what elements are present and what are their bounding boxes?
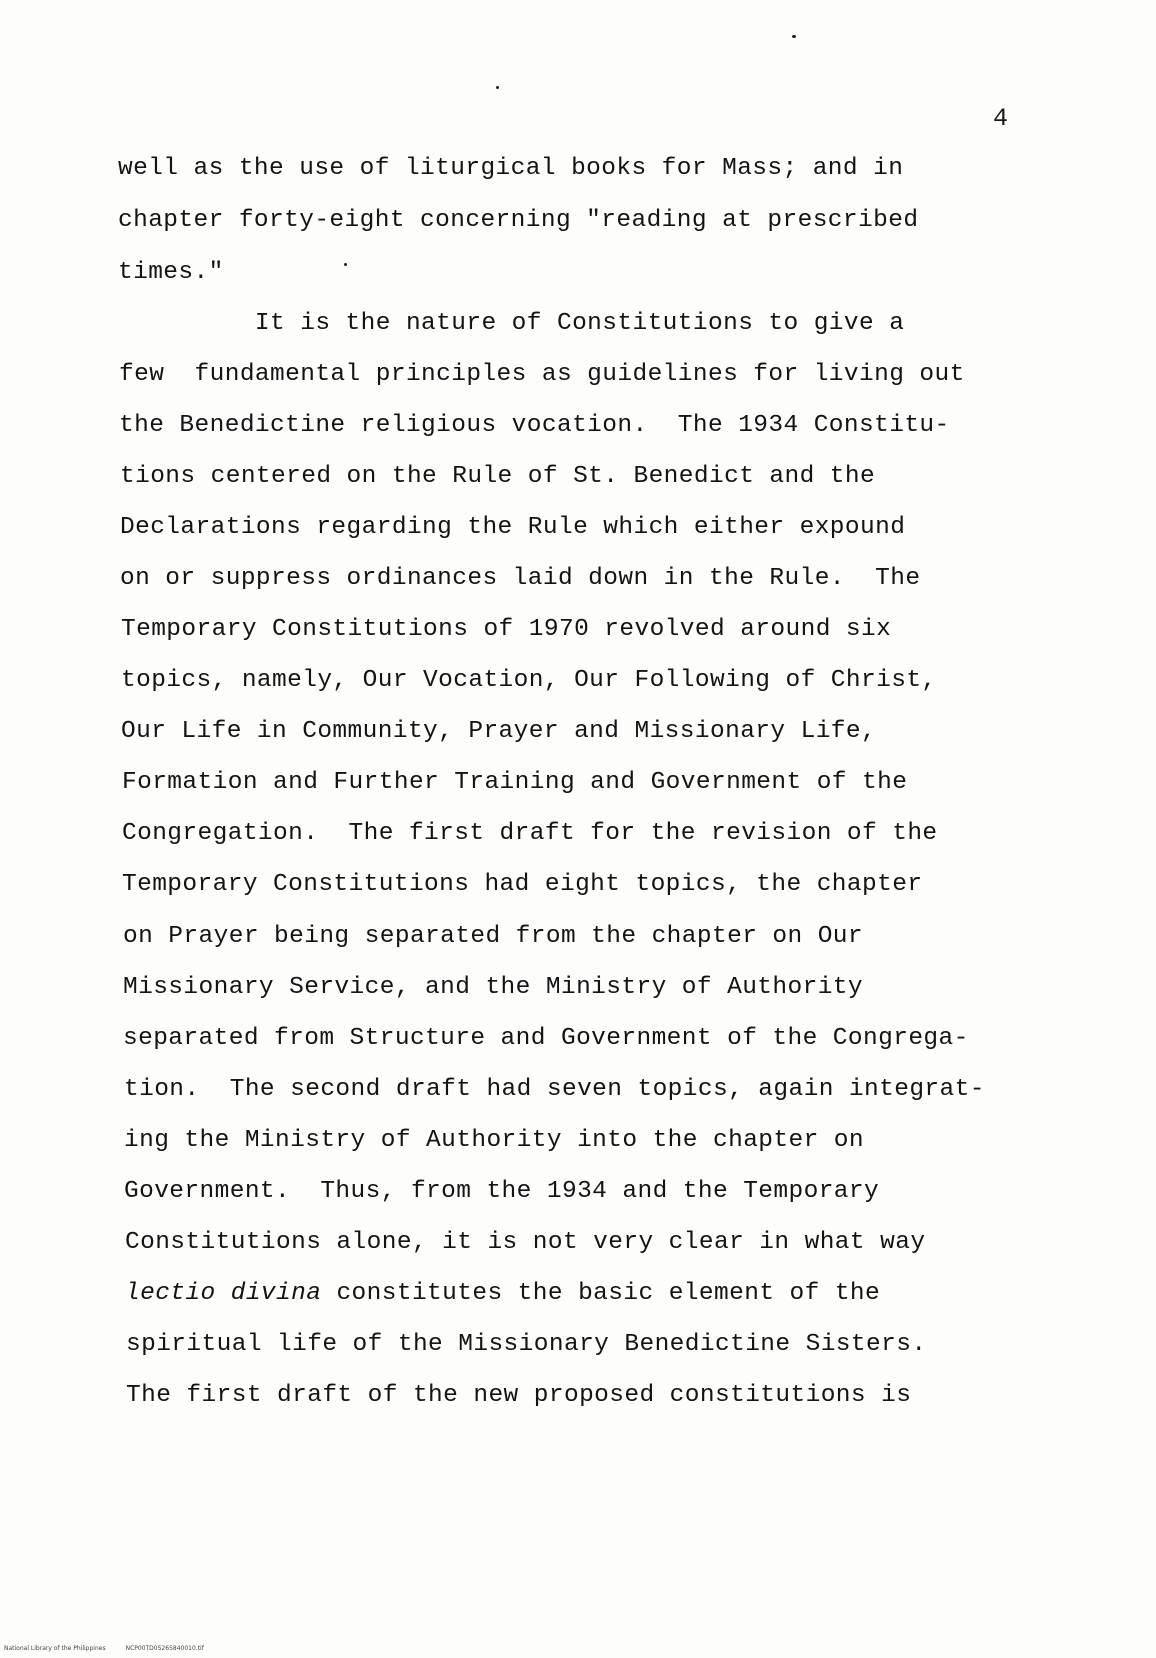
text-line: Our Life in Community, Prayer and Missionary Life,	[121, 718, 877, 745]
text-line: topics, namely, Our Vocation, Our Following of Christ,	[121, 667, 937, 694]
text-line: Congregation. The first draft for the revision of the	[122, 820, 938, 847]
page-number: 4	[993, 104, 1009, 133]
text-line: Declarations regarding the Rule which either expound	[120, 514, 906, 541]
text-line: Missionary Service, and the Ministry of Authority	[123, 974, 864, 1001]
text-line: The first draft of the new proposed constitutions is	[126, 1382, 912, 1409]
text-line: Constitutions alone, it is not very clear in what way	[125, 1229, 926, 1256]
text-line: Temporary Constitutions had eight topics, the chapter	[122, 871, 923, 898]
text-line-with-italic	[125, 1282, 880, 1307]
text-line: Formation and Further Training and Government of the	[122, 769, 908, 796]
text-line: times."	[118, 259, 224, 286]
text-line: tions centered on the Rule of St. Benedict and the	[120, 463, 876, 490]
scan-footer	[4, 1645, 224, 1652]
text-line: tion. The second draft had seven topics, again integrat-	[124, 1076, 985, 1103]
text-line: Government. Thus, from the 1934 and the Temporary	[124, 1178, 880, 1205]
text-line: few fundamental principles as guidelines for living out	[119, 361, 965, 388]
footer-source: National Library of the Philippines	[4, 1645, 106, 1652]
text-line: spiritual life of the Missionary Benedictine Sisters.	[126, 1331, 927, 1358]
footer-filename: NCP00TD05265840010.tif	[125, 1645, 204, 1652]
text-line: the Benedictine religious vocation. The 1934 Constitu-	[119, 412, 950, 439]
italic-phrase: lectio divina	[125, 1280, 322, 1307]
text-line: chapter forty-eight concerning "reading at prescribed	[118, 207, 919, 234]
text-line: Temporary Constitutions of 1970 revolved around six	[121, 616, 892, 643]
text-fragment: constitutes the basic element of the	[321, 1280, 881, 1307]
text-line: on or suppress ordinances laid down in the Rule. The	[120, 565, 921, 592]
text-line: It is the nature of Constitutions to give a	[119, 310, 905, 337]
text-line: well as the use of liturgical books for Mass; and in	[118, 155, 904, 182]
text-line: ing the Ministry of Authority into the chapter on	[124, 1127, 865, 1154]
text-line: on Prayer being separated from the chapter on Our	[123, 923, 864, 950]
text-line: separated from Structure and Government of the Congrega-	[123, 1025, 969, 1052]
